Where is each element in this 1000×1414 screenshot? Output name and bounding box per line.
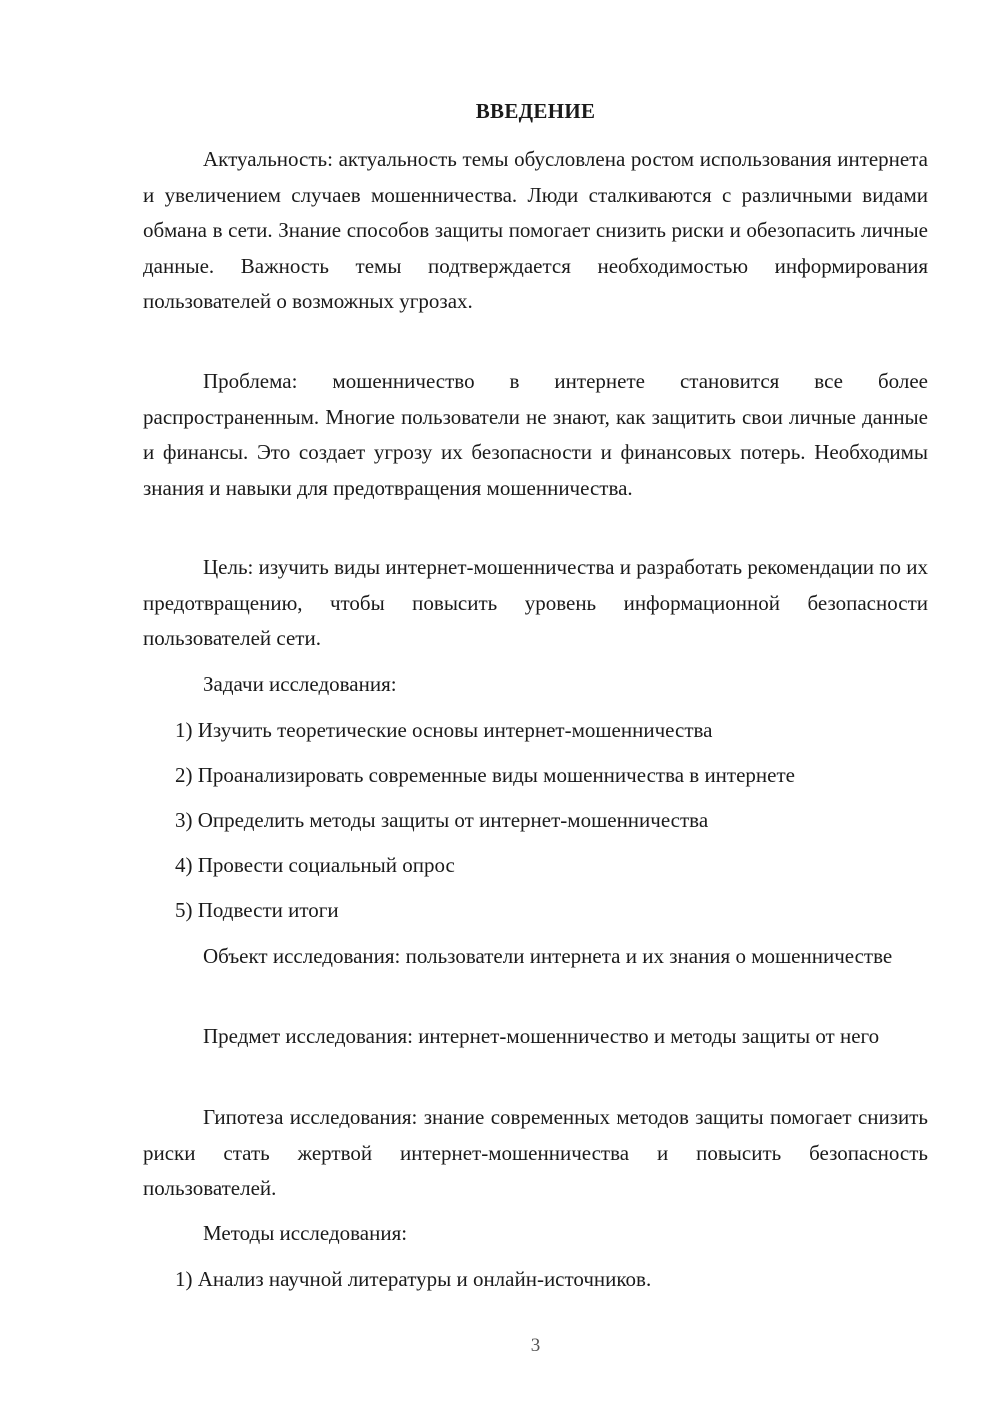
problem-paragraph: Проблема: мошенничество в интернете становится все более распространенным. Многие пользователи не знают, как защитить свои личные данные и финансы. Это создает угрозу их безопасности и финансовых потерь. Необходимы знания и навыки для предотвращения мошенничества. (143, 369, 928, 500)
method-item: 1) Анализ научной литературы и онлайн-источников. (175, 1267, 652, 1291)
task-item: 4) Провести социальный опрос (175, 853, 455, 877)
document-page (143, 0, 928, 1414)
task-item: 3) Определить методы защиты от интернет-мошенничества (175, 808, 709, 832)
task-item: 2) Проанализировать современные виды мошенничества в интернете (175, 763, 795, 787)
goal-paragraph: Цель: изучить виды интернет-мошенничества и разработать рекомендации по их предотвращению, чтобы повысить уровень информационной безопасности пользователей сети. (143, 555, 928, 650)
page-title: ВВЕДЕНИЕ (475, 99, 596, 123)
object-paragraph: Объект исследования: пользователи интернета и их знания о мошенничестве (203, 944, 893, 968)
tasks-heading: Задачи исследования: (203, 672, 397, 696)
hypothesis-paragraph: Гипотеза исследования: знание современных методов защиты помогает снизить риски стать жертвой интернет-мошенничества и повысить безопасность пользователей. (143, 1105, 928, 1200)
page-number: 3 (530, 1335, 541, 1356)
methods-heading: Методы исследования: (203, 1221, 408, 1245)
task-item: 1) Изучить теоретические основы интернет-мошенничества (175, 718, 713, 742)
subject-paragraph: Предмет исследования: интернет-мошенничество и методы защиты от него (203, 1024, 880, 1048)
task-item: 5) Подвести итоги (175, 898, 339, 922)
relevance-paragraph: Актуальность: актуальность темы обусловлена ростом использования интернета и увеличением случаев мошенничества. Люди сталкиваются с различными видами обмана в сети. Знание способов защиты помогает снизить риски и обезопасить личные данные. Важность темы подтверждается необходимостью информирования пользователей о возможных угрозах. (143, 147, 928, 313)
